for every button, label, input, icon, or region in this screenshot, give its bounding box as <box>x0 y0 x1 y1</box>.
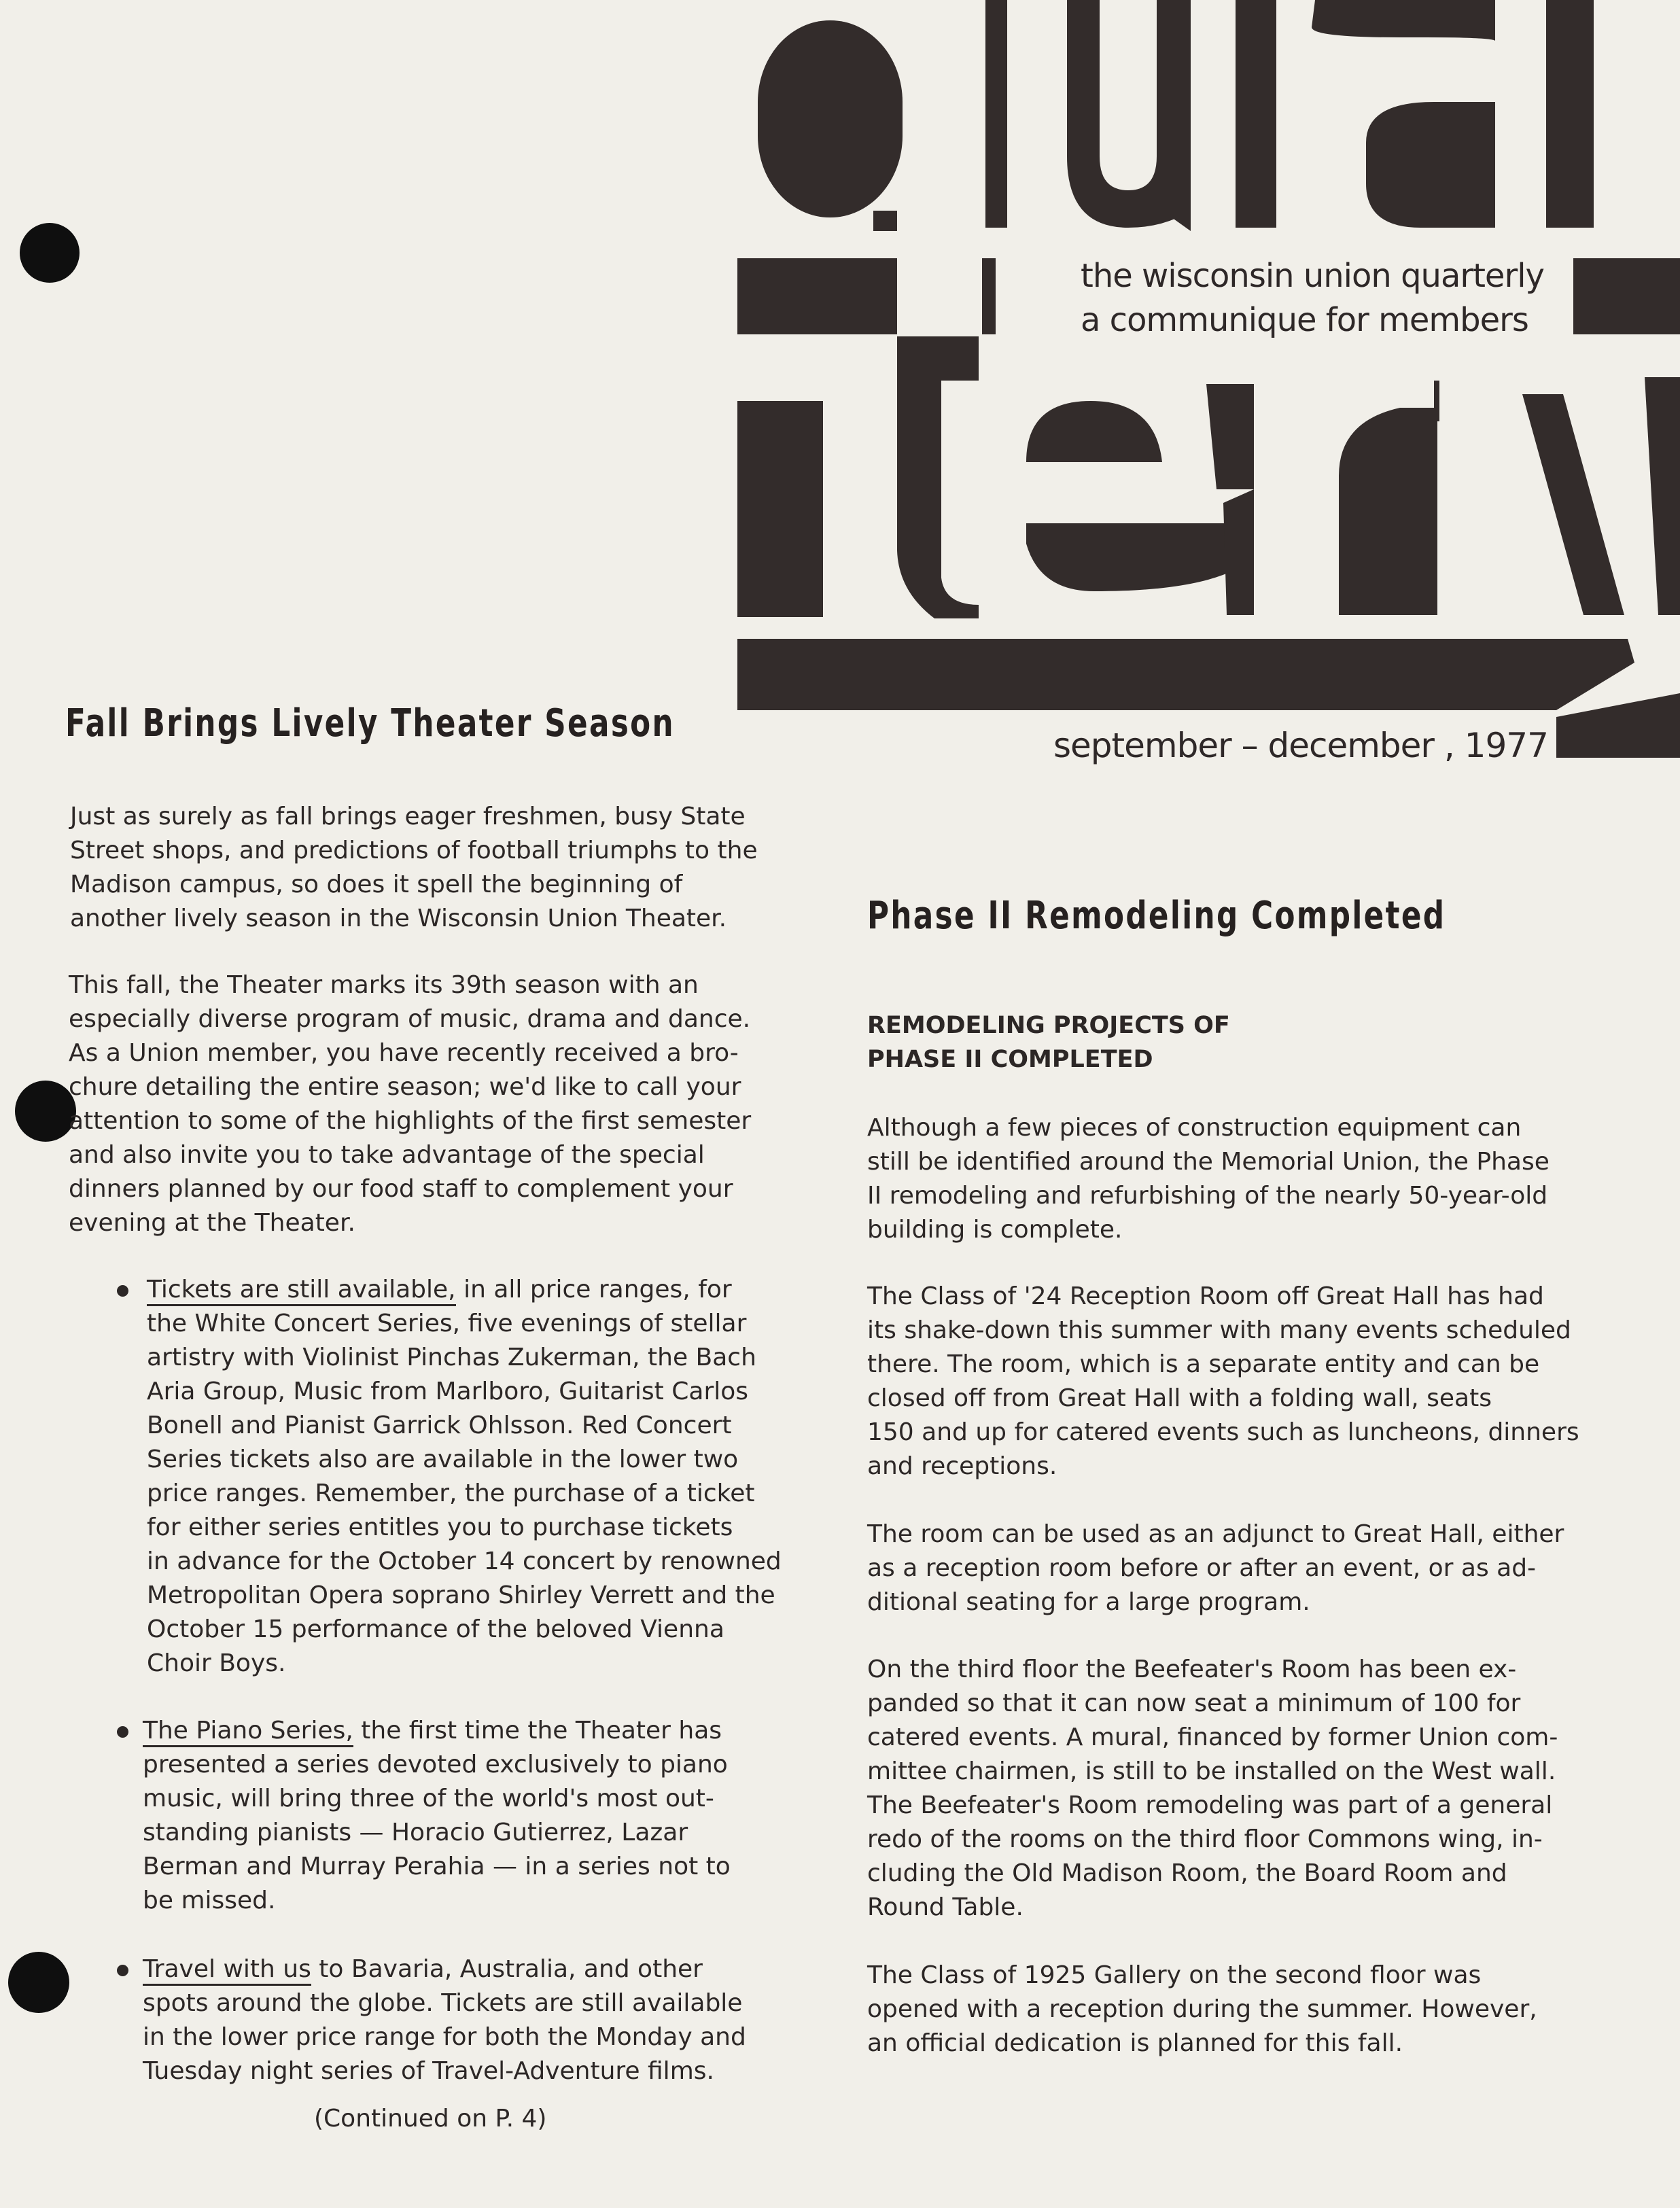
bullet-3-lead: Travel with us <box>143 1955 311 1986</box>
right-paragraph-4: On the third floor the Beefeater's Room has been ex- panded so that it can now seat a minimum of 100 for catered events. A mural, financed by former Union com- mittee chairmen, is still to be installed on the West wall. The Beefeater's Room remodeling was part of a general redo of the rooms on the third floor Commons wing, in- cluding the Old Madison Room, the Board Room and Round Table. <box>867 1655 1558 1921</box>
bullet-item-2 <box>143 1714 863 1918</box>
right-subhead: REMODELING PROJECTS OF PHASE II COMPLETED <box>867 1012 1230 1073</box>
logo-bottom-corner <box>1556 693 1680 758</box>
logo-t-body <box>897 336 979 618</box>
bullet-1-text: in all price ranges, for the White Concert Series, five evenings of stellar artistry with Violinist Pinchas Zukerman, the Bach Aria Group, Music from Marlboro, Guitarist Carlos Bonell and Pianist Garrick Ohlsson. Red Concert Series tickets also are available in the lower two price ranges. Remember, the purchase of a ticket for either series entitles you to purchase tickets in advance for the October 14 concert by renowned Metropolitan Opera soprano Shirley Verrett and the October 15 performance of the beloved Vienna Choir Boys. <box>147 1276 782 1677</box>
right-paragraph-5: The Class of 1925 Gallery on the second floor was opened with a reception during the summer. However, an official dedication is planned for this fall. <box>867 1961 1537 2057</box>
bullet-item-1 <box>147 1273 867 1681</box>
bullet-dot-1 <box>117 1285 128 1297</box>
logo-q-bowl <box>758 20 903 217</box>
bullet-dot-2 <box>117 1726 128 1738</box>
masthead-tagline-1: the wisconsin union quarterly <box>1081 257 1544 295</box>
masthead <box>0 0 1680 768</box>
logo-r2-stem <box>1339 408 1437 615</box>
logo-e-bottom <box>1026 523 1254 591</box>
masthead-tagline-2: a communique for members <box>1081 301 1528 339</box>
logo-y-left <box>1522 394 1624 615</box>
continued-note: (Continued on P. 4) <box>314 2105 547 2133</box>
logo-band-left <box>737 258 897 334</box>
bullet-3-text: to Bavaria, Australia, and other spots around the globe. Tickets are still available in the lower price range for both the Monday and Tuesday night series of Travel-Adventure films. <box>143 1955 746 2085</box>
logo-a-bowl <box>1366 102 1495 228</box>
logo-q-stem <box>985 0 1007 228</box>
logo-y-right <box>1645 377 1680 615</box>
logo-e-right <box>1206 384 1254 489</box>
binder-hole-bottom <box>8 1952 69 2013</box>
left-headline: Fall Brings Lively Theater Season <box>65 701 675 746</box>
bullet-2-text: the first time the Theater has presented a series devoted exclusively to piano music, will bring three of the world's most out- standing pianists — Horacio Gutierrez, Lazar Berman and Murray Perahia — in a series not to be missed. <box>143 1717 731 1914</box>
bullet-dot-3 <box>117 1965 128 1976</box>
bullet-2-lead: The Piano Series, <box>143 1717 353 1747</box>
right-paragraph-1: Although a few pieces of construction equipment can still be identified around the Memorial Union, the Phase II remodeling and refurbishing of the nearly 50-year-old building is complete. <box>867 1114 1550 1244</box>
right-paragraph-3: The room can be used as an adjunct to Great Hall, either as a reception room before or after an event, or as ad- ditional seating for a large program. <box>867 1520 1564 1616</box>
logo-e-cut <box>1223 489 1254 615</box>
logo-a-stem <box>1236 0 1276 228</box>
logo-bottom-bar <box>737 639 1634 710</box>
quarterly-logo <box>0 0 1680 768</box>
logo-a-top <box>1312 0 1495 41</box>
right-paragraph-2: The Class of '24 Reception Room off Great Hall has had its shake-down this summer with many events scheduled there. The room, which is a separate entity and can be closed off from Great Hall with a folding wall, seats 150 and up for catered events such as luncheons, dinners and receptions. <box>867 1282 1579 1480</box>
logo-t-stem-left <box>737 401 823 617</box>
left-paragraph-2: This fall, the Theater marks its 39th season with an especially diverse program of music, drama and dance. As a Union member, you have recently received a bro- chure detailing the entire season; we'd like to call your attention to some of the highlights of the first semester and also invite you to take advantage of the special dinners planned by our food staff to complement your evening at the Theater. <box>69 971 752 1237</box>
right-headline: Phase II Remodeling Completed <box>867 894 1446 938</box>
logo-band-mid <box>982 258 996 334</box>
logo-letters <box>737 0 1680 758</box>
masthead-dateline: september – december , 1977 <box>1053 726 1548 765</box>
logo-u <box>1067 0 1191 228</box>
logo-r2-flag <box>1434 381 1439 421</box>
logo-band-right <box>1573 258 1680 334</box>
logo-e-top <box>1026 401 1162 462</box>
logo-q-tail <box>873 211 897 231</box>
left-paragraph-1: Just as surely as fall brings eager freshmen, busy State Street shops, and predictions of football triumphs to the Madison campus, so does it spell the beginning of another lively season in the Wisconsin Union Theater. <box>70 803 758 932</box>
logo-r-stem <box>1546 0 1594 228</box>
bullet-1-lead: Tickets are still available, <box>147 1276 456 1306</box>
binder-hole-middle <box>15 1081 76 1142</box>
bullet-item-3 <box>143 1952 863 2088</box>
